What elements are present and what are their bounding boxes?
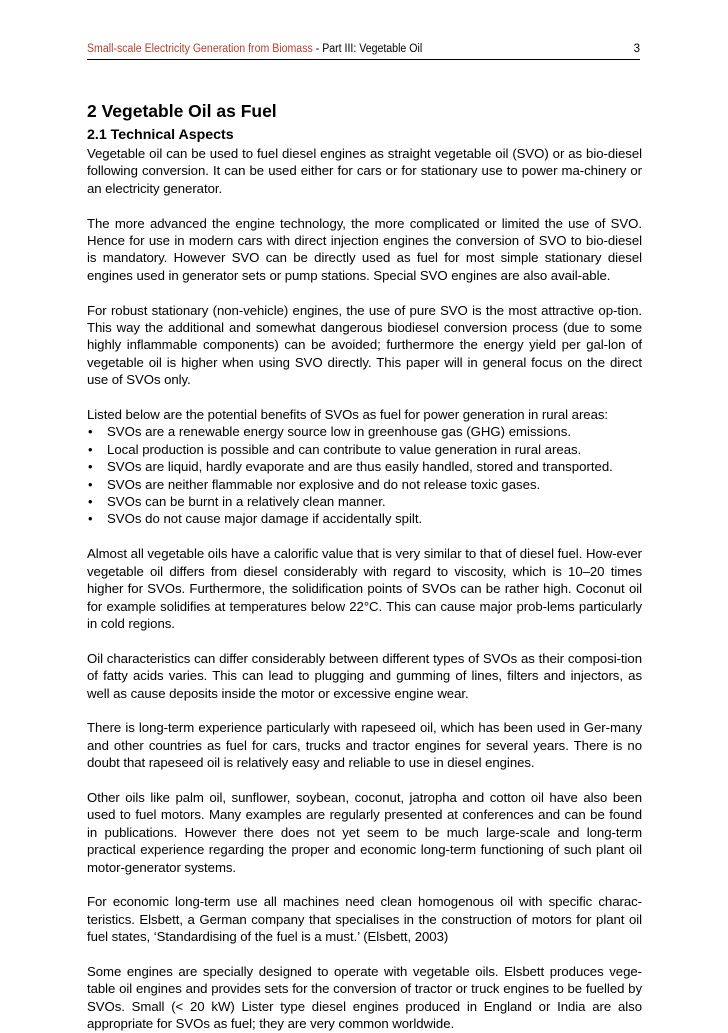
list-item: • SVOs are neither flammable nor explosive and do not release toxic gases. — [87, 476, 642, 493]
paragraph: Some engines are specially designed to operate with vegetable oils. Elsbett produces vege-table oil engines and provides sets for the conversion of tractor or truck engines to be fuelled by SVOs. Small (< 20 kW) Lister type diesel engines produced in England or India are also appropriate for SVOs as fuel; they are very common worldwide. — [87, 963, 642, 1032]
paragraph: Vegetable oil can be used to fuel diesel engines as straight vegetable oil (SVO) or as bio-diesel following conversion. It can be used either for cars or for stationary use to power ma-chinery or an electricity generator. — [87, 146, 642, 196]
list-item: • SVOs can be burnt in a relatively clean manner. — [87, 493, 642, 510]
page-number: 3 — [633, 43, 640, 55]
paragraph: Almost all vegetable oils have a calorific value that is very similar to that of diesel fuel. How-ever vegetable oil differs from diesel considerably with regard to viscosity, which is 10–20 times higher for SVOs. Furthermore, the solidification points of SVOs can be rather high. Coconut oil for example solidifies at temperatures below 22°C. This can cause major prob-lems particularly in cold regions. — [87, 546, 642, 631]
list-item: • SVOs are a renewable energy source low in greenhouse gas (GHG) emissions. — [87, 423, 642, 440]
paragraph: There is long-term experience particularly with rapeseed oil, which has been used in Ger-many and other countries as fuel for cars, trucks and tractor engines for several years. There is no doubt that rapeseed oil is relatively easy and reliable to use in diesel engines. — [87, 720, 642, 771]
main-content — [87, 100, 642, 1033]
benefits-list — [87, 423, 642, 527]
paragraph: For economic long-term use all machines need clean homogenous oil with specific charac-teristics. Elsbett, a German company that specialises in the construction of motors for plant oil fuel states, ‘Standardising of the fuel is a must.’ (Elsbett, 2003) — [87, 894, 642, 945]
paragraph: The more advanced the engine technology, the more complicated or limited the use of SVO. Hence for use in modern cars with direct injection engines the conversion of SVO to bio-diesel is mandatory. However SVO can be directly used as fuel for most simple stationary diesel engines used in generator sets or pump stations. Special SVO engines are also avail-able. — [87, 215, 642, 283]
paragraph: Oil characteristics can differ considerably between different types of SVOs as their composi-tion of fatty acids varies. This can lead to plugging and gumming of lines, filters and injectors, as well as cause deposits inside the motor or excessive engine wear. — [87, 650, 642, 701]
paragraph: Listed below are the potential benefits of SVOs as fuel for power generation in rural areas: — [87, 407, 609, 423]
paragraph: Other oils like palm oil, sunflower, soybean, coconut, jatropha and cotton oil have also been used to fuel motors. Many examples are regularly presented at conferences and can be found in publications. However there does not yet seem to be much large-scale and long-term practical experience regarding the proper and economic long-term functioning of such plant oil motor-generator systems. — [87, 789, 642, 875]
paragraph: For robust stationary (non-vehicle) engines, the use of pure SVO is the most attractive op-tion. This way the additional and somewhat dangerous biodiesel conversion process (due to some highly inflammable components) can be avoided; furthermore the energy yield per gal-lon of vegetable oil is higher when using SVO directly. This paper will in general focus on the direct use of SVOs only. — [87, 302, 642, 388]
header-title: Small-scale Electricity Generation from Biomass — [87, 43, 313, 55]
list-item: • Local production is possible and can contribute to value generation in rural areas. — [87, 441, 642, 458]
section-heading: 2 Vegetable Oil as Fuel — [87, 101, 277, 121]
list-item: • SVOs do not cause major damage if accidentally spilt. — [87, 510, 642, 527]
list-item: • SVOs are liquid, hardly evaporate and are thus easily handled, stored and transported. — [87, 458, 642, 475]
header-rule — [87, 59, 640, 60]
header-part: - Part III: Vegetable Oil — [312, 43, 423, 55]
running-header — [87, 41, 596, 59]
subsection-heading: 2.1 Technical Aspects — [87, 127, 234, 143]
